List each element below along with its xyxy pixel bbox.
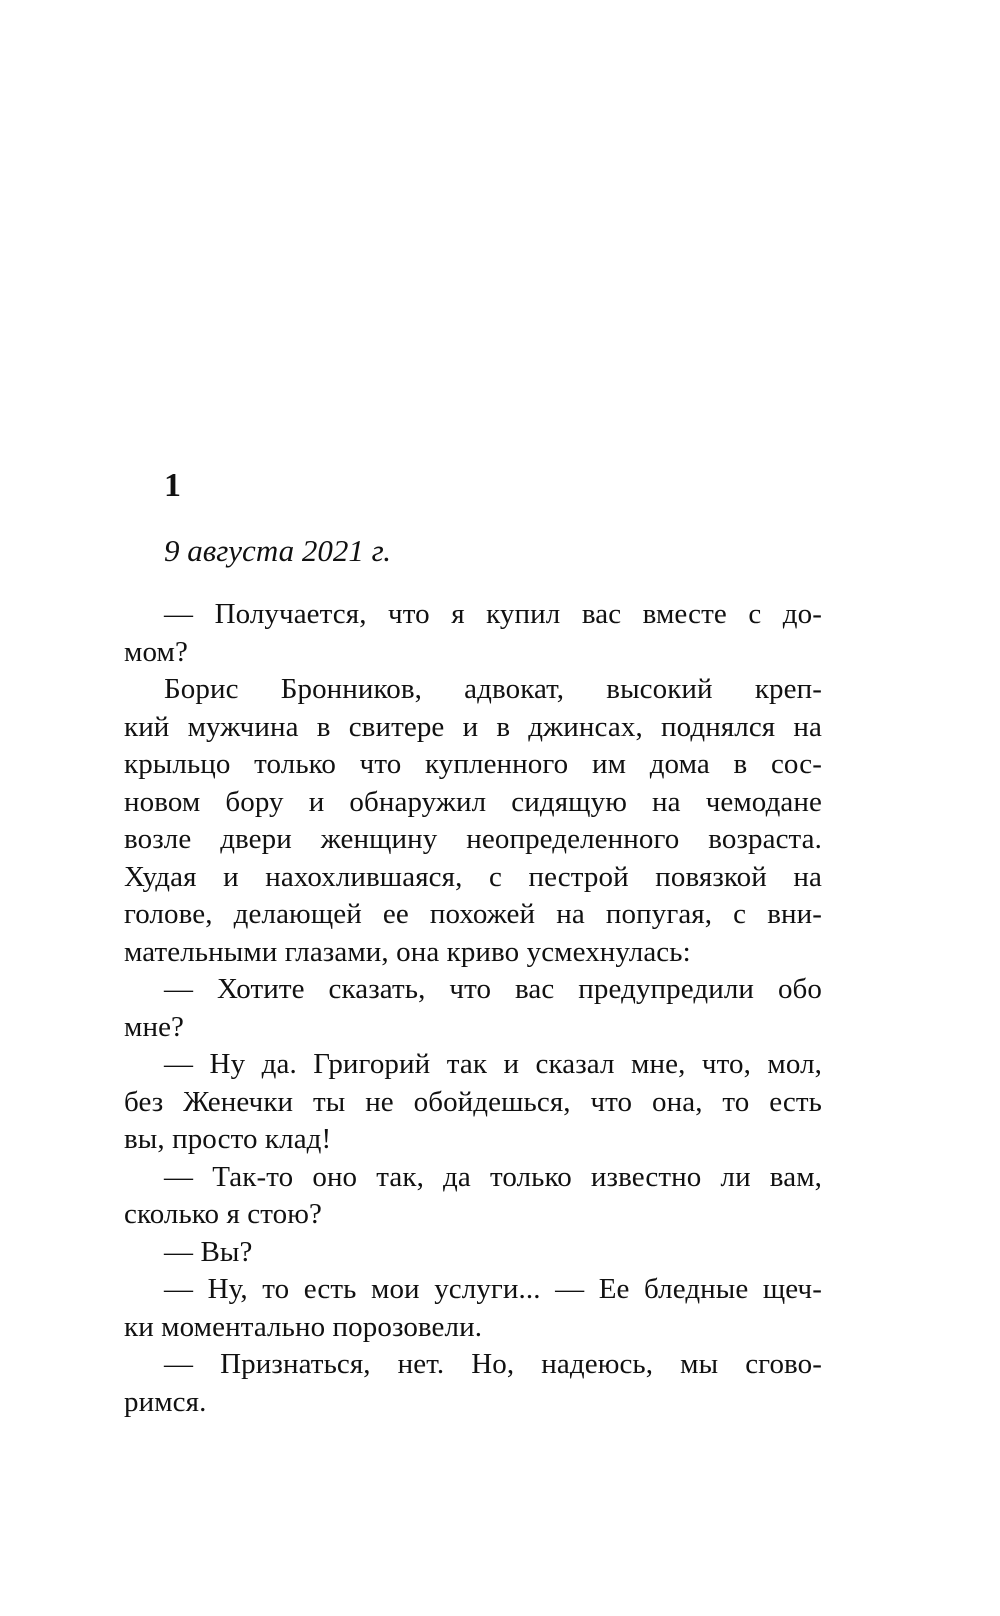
text-line: возле двери женщину неопределенного возраста. <box>124 823 822 855</box>
text-line: римся. <box>124 1385 207 1418</box>
text-line: крыльцо только что купленного им дома в сос- <box>124 748 822 780</box>
text-line: — Хотите сказать, что вас предупредили обо <box>164 973 822 1005</box>
text-line: — Ну да. Григорий так и сказал мне, что, мол, <box>164 1048 822 1080</box>
chapter-date: 9 августа 2021 г. <box>164 533 392 568</box>
text-line: — Ну, то есть мои услуги... — Ее бледные щеч- <box>164 1273 822 1305</box>
text-line: без Женечки ты не обойдешься, что она, то есть <box>124 1085 822 1118</box>
text-line: кий мужчина в свитере и в джинсах, поднялся на <box>124 710 822 743</box>
text-line: ки моментально порозовели. <box>124 1310 483 1343</box>
text-line: новом бору и обнаружил сидящую на чемодане <box>124 785 822 818</box>
text-line: вы, просто клад! <box>124 1123 332 1155</box>
text-line: голове, делающей ее похожей на попугая, с вни- <box>124 898 822 930</box>
text-line: — Вы? <box>164 1235 253 1268</box>
text-line: — Получается, что я купил вас вместе с до- <box>164 598 822 630</box>
chapter-number: 1 <box>164 467 181 504</box>
text-line: — Так-то оно так, да только известно ли вам, <box>164 1160 822 1193</box>
text-line: мом? <box>124 635 188 668</box>
text-line: мне? <box>124 1010 185 1043</box>
text-line: сколько я стою? <box>124 1198 322 1230</box>
text-line: мательными глазами, она криво усмехнулась: <box>124 935 691 968</box>
text-line: Худая и нахохлившаяся, с пестрой повязкой на <box>124 860 822 893</box>
text-line: — Признаться, нет. Но, надеюсь, мы сгово- <box>164 1348 822 1380</box>
text-line: Борис Бронников, адвокат, высокий креп- <box>164 673 822 705</box>
body-text <box>124 596 822 1421</box>
